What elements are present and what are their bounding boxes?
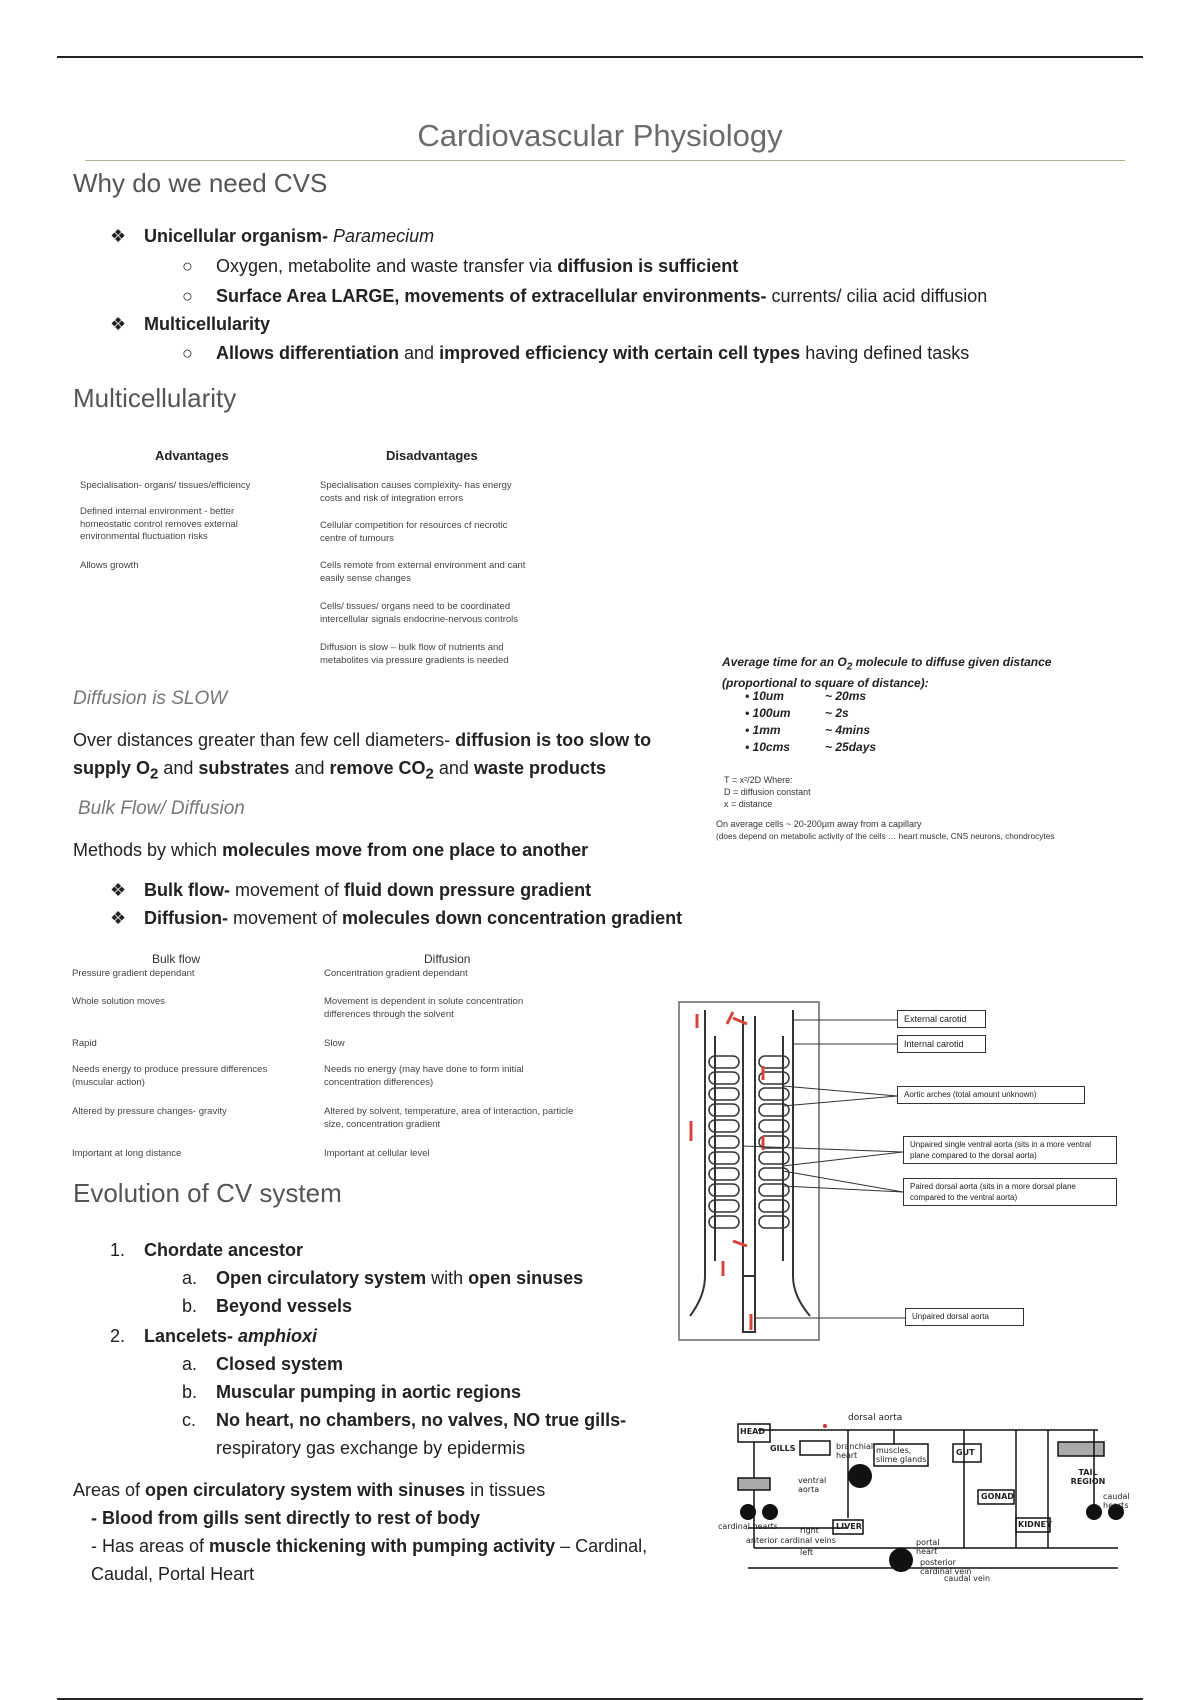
list-item-no-heart-cont: respiratory gas exchange by epidermis (216, 1438, 526, 1458)
diamond-bullet-icon: ❖ (110, 314, 127, 334)
label-gills: GILLS (770, 1444, 796, 1453)
dis-heading: Disadvantages (386, 448, 478, 463)
list-item-open-system: a. Open circulatory system with open sinuses (182, 1268, 584, 1288)
bullet-multicellularity: ❖ Multicellularity (110, 314, 271, 334)
bullet-bulk-flow: ❖ Bulk flow- movement of fluid down pressure gradient (110, 880, 592, 900)
title-underline (85, 160, 1125, 161)
bulk-cell: Needs energy to produce pressure differences (muscular action) (72, 1064, 268, 1088)
label-dorsal-aorta: dorsal aorta (848, 1413, 903, 1423)
aortic-arches-diagram (675, 996, 1145, 1346)
list-item-lancelets: 2. Lancelets- amphioxi (110, 1326, 318, 1346)
diff-cell: Altered by solvent, temperature, area of interaction, particle size, concentration gradient (324, 1106, 574, 1130)
o2-row: • 1mm ~ 4mins (745, 723, 871, 737)
adv-item: Defined internal environment - better homeostatic control removes external environmental fluctuation risks (80, 506, 238, 542)
label-internal-carotid: Internal carotid (897, 1035, 986, 1053)
circle-bullet-icon: ○ (182, 286, 193, 306)
bullet-diffusion: ❖ Diffusion- movement of molecules down concentration gradient (110, 908, 683, 928)
label-left: left (800, 1548, 813, 1557)
sub-differentiation: ○ Allows differentiation and improved efficiency with certain cell types having defined tasks (182, 343, 970, 363)
bulk-paragraph: Methods by which molecules move from one place to another (73, 840, 589, 860)
bulk-cell: Altered by pressure changes- gravity (72, 1106, 227, 1117)
label-caudal-hearts: caudal hearts (1103, 1492, 1130, 1510)
heading-why: Why do we need CVS (73, 168, 328, 198)
label-aortic-arches: Aortic arches (total amount unknown) (897, 1086, 1085, 1104)
label-caudal-vein: caudal vein (944, 1574, 991, 1583)
label-tail-region: TAIL REGION (1070, 1468, 1106, 1486)
bulk-cell: Whole solution moves (72, 996, 165, 1007)
list-item-no-heart: c. No heart, no chambers, no valves, NO true gills- (182, 1410, 627, 1430)
list-item-chordate: 1. Chordate ancestor (110, 1240, 304, 1260)
diamond-bullet-icon: ❖ (110, 908, 127, 928)
o2-row: • 100um ~ 2s (745, 706, 849, 720)
list-item-beyond-vessels: b. Beyond vessels (182, 1296, 353, 1316)
o2-diffusion-title: Average time for an $O_2$ molecule to diffuse given distance (proportional to square of distance): (722, 655, 1052, 691)
dis-item: Specialisation causes complexity- has energy costs and risk of integration errors (320, 480, 512, 504)
label-gonad: GONAD (981, 1492, 1014, 1501)
label-external-carotid: External carotid (897, 1010, 986, 1028)
label-unpaired-dorsal-aorta: Unpaired dorsal aorta (905, 1308, 1024, 1326)
adv-item: Specialisation- organs/ tissues/efficiency (80, 480, 251, 491)
label-paired-dorsal-aorta: Paired dorsal aorta (sits in a more dorsal plane compared to the ventral aorta) (903, 1178, 1117, 1206)
label-kidney: KIDNEY (1018, 1520, 1052, 1529)
capillary-note: On average cells ~ 20-200µm away from a capillary (does depend on metabolic activity of the cells … heart muscle, CNS neurons, chondrocytes (716, 819, 1055, 841)
label-right: right (800, 1526, 819, 1535)
diff-cell: Movement is dependent in solute concentration differences through the solvent (324, 996, 524, 1020)
label-gut: GUT (956, 1448, 975, 1457)
slow-paragraph: Over distances greater than few cell diameters- diffusion is too slow to supply $O_2$ and substrates and remove $CO_2$ and waste products (73, 730, 652, 783)
diamond-bullet-icon: ❖ (110, 226, 127, 246)
label-ventral-aorta: Unpaired single ventral aorta (sits in a more ventral plane compared to the dorsal aorta) (903, 1136, 1117, 1164)
sub-surface-area: ○ Surface Area LARGE, movements of extracellular environments- currents/ cilia acid diffusion (182, 286, 988, 306)
bulk-table-heading-1: Bulk flow (152, 952, 201, 966)
diamond-bullet-icon: ❖ (110, 880, 127, 900)
sub-oxygen: ○ Oxygen, metabolite and waste transfer via diffusion is sufficient (182, 256, 739, 276)
heading-bulk-flow: Bulk Flow/ Diffusion (78, 798, 245, 819)
bulk-table-heading-2: Diffusion (424, 952, 471, 966)
bulk-cell: Important at long distance (72, 1148, 182, 1159)
list-item-closed-system: a. Closed system (182, 1354, 344, 1374)
diff-cell: Concentration gradient dependant (324, 968, 468, 979)
evo-paragraph: Areas of open circulatory system with sinuses in tissues - Blood from gills sent directly to rest of body - Has areas of muscle thickening with pumping activity – Cardinal, Caudal, Portal Heart (73, 1480, 648, 1584)
page-title: Cardiovascular Physiology (417, 118, 783, 153)
label-muscles: muscles, slime glands (876, 1446, 927, 1464)
diffusion-equation: T = x²/2D Where: D = diffusion constant x = distance (724, 775, 811, 809)
label-liver: LIVER (836, 1522, 862, 1531)
bulk-cell: Pressure gradient dependant (72, 968, 195, 979)
top-rule (57, 56, 1143, 58)
o2-diffusion-table (745, 688, 876, 756)
diff-cell: Needs no energy (may have done to form initial concentration differences) (324, 1064, 524, 1088)
label-branchial-heart: branchial heart (836, 1442, 874, 1460)
circle-bullet-icon: ○ (182, 343, 193, 363)
adv-heading: Advantages (155, 448, 229, 463)
label-anterior-cardinal: anterior cardinal veins (746, 1536, 836, 1545)
heading-multicellularity: Multicellularity (73, 383, 237, 413)
bullet-unicellular: ❖ Unicellular organism- Paramecium (110, 226, 435, 246)
label-cardinal-hearts: cardinal hearts (718, 1522, 778, 1531)
label-ventral-aorta: ventral aorta (798, 1476, 827, 1494)
dis-item: Cells/ tissues/ organs need to be coordinated intercellular signals endocrine-nervous controls (320, 601, 519, 625)
heading-diffusion-slow: Diffusion is SLOW (73, 688, 228, 709)
heading-evolution: Evolution of CV system (73, 1178, 342, 1208)
circulation-diagram (718, 1408, 1133, 1586)
label-posterior-cardinal: posterior cardinal vein (920, 1558, 972, 1576)
o2-row: • 10cms ~ 25days (745, 740, 877, 754)
bulk-cell: Rapid (72, 1038, 97, 1049)
dis-item: Cells remote from external environment and cant easily sense changes (320, 560, 526, 584)
label-head: HEAD (740, 1427, 765, 1436)
dis-item: Cellular competition for resources cf necrotic centre of tumours (320, 520, 508, 544)
list-item-muscular-pumping: b. Muscular pumping in aortic regions (182, 1382, 522, 1402)
circle-bullet-icon: ○ (182, 256, 193, 276)
dis-item: Diffusion is slow – bulk flow of nutrients and metabolites via pressure gradients is needed (320, 642, 509, 666)
adv-item: Allows growth (80, 560, 139, 571)
label-portal-heart: portal heart (916, 1538, 940, 1556)
o2-row: • 10um ~ 20ms (745, 689, 867, 703)
diff-cell: Important at cellular level (324, 1148, 430, 1159)
diff-cell: Slow (324, 1038, 345, 1049)
